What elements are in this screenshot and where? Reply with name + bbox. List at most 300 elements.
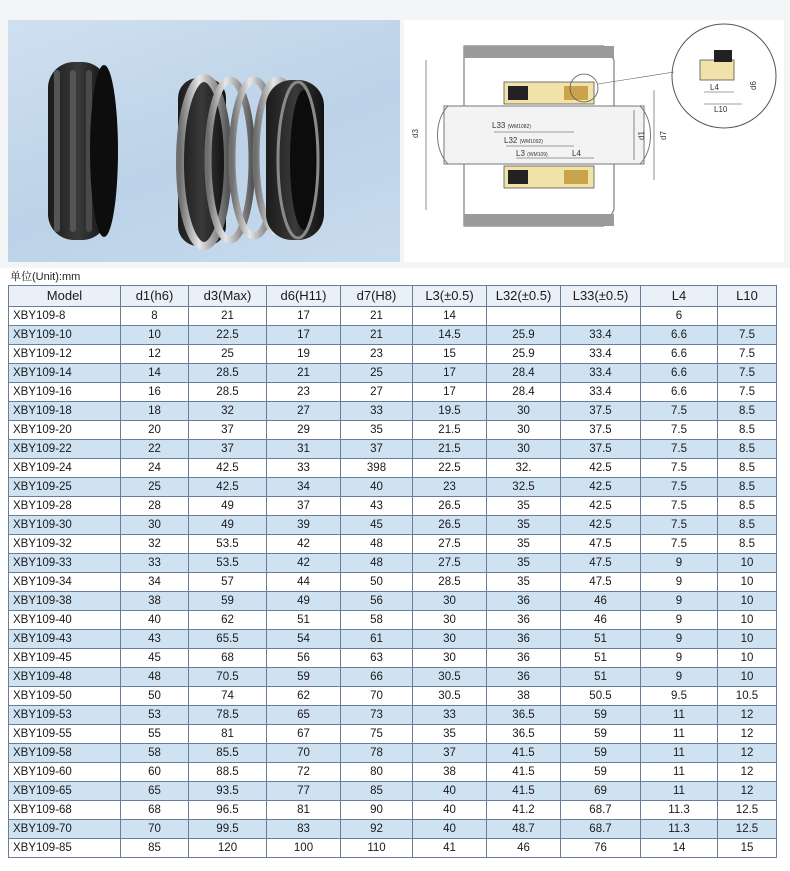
label-l3: L3 (WM109) bbox=[516, 149, 548, 158]
table-cell: 21 bbox=[341, 326, 413, 345]
model-cell: XBY109-38 bbox=[9, 592, 121, 611]
table-cell: 96.5 bbox=[189, 801, 267, 820]
table-row bbox=[9, 402, 777, 421]
table-cell: 7.5 bbox=[641, 516, 718, 535]
table-cell: 7.5 bbox=[641, 459, 718, 478]
table-header-row bbox=[9, 286, 777, 307]
table-row bbox=[9, 535, 777, 554]
table-row bbox=[9, 687, 777, 706]
table-cell: 28.5 bbox=[189, 383, 267, 402]
table-cell: 12.5 bbox=[718, 820, 777, 839]
table-cell: 48 bbox=[121, 668, 189, 687]
table-cell: 44 bbox=[267, 573, 341, 592]
col-header: Model bbox=[9, 286, 121, 307]
table-cell: 37.5 bbox=[561, 402, 641, 421]
table-cell: 81 bbox=[267, 801, 341, 820]
table-cell: 48 bbox=[341, 535, 413, 554]
table-cell: 30 bbox=[413, 649, 487, 668]
table-cell: 36 bbox=[487, 611, 561, 630]
table-cell: 36 bbox=[487, 630, 561, 649]
table-cell: 88.5 bbox=[189, 763, 267, 782]
col-header: d7(H8) bbox=[341, 286, 413, 307]
table-cell: 14.5 bbox=[413, 326, 487, 345]
table-row bbox=[9, 345, 777, 364]
table-cell: 99.5 bbox=[189, 820, 267, 839]
table-cell: 26.5 bbox=[413, 516, 487, 535]
table-cell: 85 bbox=[121, 839, 189, 858]
table-cell: 27 bbox=[341, 383, 413, 402]
table-cell: 42.5 bbox=[189, 459, 267, 478]
table-cell: 35 bbox=[413, 725, 487, 744]
table-cell: 10.5 bbox=[718, 687, 777, 706]
table-cell: 17 bbox=[267, 326, 341, 345]
technical-drawing bbox=[404, 20, 784, 262]
table-cell: 35 bbox=[487, 573, 561, 592]
table-cell: 10 bbox=[718, 554, 777, 573]
table-cell: 68 bbox=[189, 649, 267, 668]
table-cell: 74 bbox=[189, 687, 267, 706]
table-cell: 15 bbox=[718, 839, 777, 858]
table-cell: 83 bbox=[267, 820, 341, 839]
table-cell: 7.5 bbox=[718, 345, 777, 364]
table-cell: 10 bbox=[718, 611, 777, 630]
table-cell: 30 bbox=[487, 402, 561, 421]
table-cell: 21 bbox=[341, 307, 413, 326]
table-cell: 66 bbox=[341, 668, 413, 687]
table-cell: 42 bbox=[267, 535, 341, 554]
table-cell: 18 bbox=[121, 402, 189, 421]
table-cell: 49 bbox=[189, 516, 267, 535]
model-cell: XBY109-68 bbox=[9, 801, 121, 820]
table-cell: 59 bbox=[189, 592, 267, 611]
model-cell: XBY109-12 bbox=[9, 345, 121, 364]
table-cell: 70 bbox=[267, 744, 341, 763]
model-cell: XBY109-20 bbox=[9, 421, 121, 440]
table-cell: 45 bbox=[341, 516, 413, 535]
model-cell: XBY109-33 bbox=[9, 554, 121, 573]
table-cell: 110 bbox=[341, 839, 413, 858]
table-cell: 37 bbox=[189, 440, 267, 459]
table-cell: 40 bbox=[413, 820, 487, 839]
table-row bbox=[9, 763, 777, 782]
table-cell: 46 bbox=[561, 592, 641, 611]
table-cell: 10 bbox=[121, 326, 189, 345]
table-cell: 47.5 bbox=[561, 573, 641, 592]
table-cell: 17 bbox=[267, 307, 341, 326]
table-cell: 19 bbox=[267, 345, 341, 364]
table-cell: 11 bbox=[641, 744, 718, 763]
label-l33: L33 (WM1082) bbox=[492, 121, 531, 130]
table-cell: 57 bbox=[189, 573, 267, 592]
spec-table bbox=[8, 285, 777, 858]
table-cell: 22.5 bbox=[189, 326, 267, 345]
table-cell: 29 bbox=[267, 421, 341, 440]
table-cell: 33 bbox=[267, 459, 341, 478]
table-cell: 42.5 bbox=[561, 497, 641, 516]
table-cell: 42.5 bbox=[561, 516, 641, 535]
table-cell: 55 bbox=[121, 725, 189, 744]
table-cell: 9 bbox=[641, 649, 718, 668]
seat-ring-image bbox=[48, 62, 118, 240]
table-cell: 7.5 bbox=[718, 326, 777, 345]
table-cell: 25.9 bbox=[487, 345, 561, 364]
table-cell: 32. bbox=[487, 459, 561, 478]
table-cell: 30.5 bbox=[413, 668, 487, 687]
table-cell: 25 bbox=[121, 478, 189, 497]
table-cell: 28.5 bbox=[189, 364, 267, 383]
model-cell: XBY109-30 bbox=[9, 516, 121, 535]
col-header: d1(h6) bbox=[121, 286, 189, 307]
model-cell: XBY109-53 bbox=[9, 706, 121, 725]
table-cell: 30 bbox=[121, 516, 189, 535]
table-cell: 14 bbox=[121, 364, 189, 383]
table-cell: 92 bbox=[341, 820, 413, 839]
table-cell: 85.5 bbox=[189, 744, 267, 763]
table-cell: 58 bbox=[121, 744, 189, 763]
table-cell: 8.5 bbox=[718, 516, 777, 535]
table-cell: 76 bbox=[561, 839, 641, 858]
table-row bbox=[9, 307, 777, 326]
table-cell: 8 bbox=[121, 307, 189, 326]
table-cell: 70 bbox=[341, 687, 413, 706]
table-row bbox=[9, 820, 777, 839]
detail-label-d6: d6 bbox=[749, 81, 758, 90]
table-cell: 11 bbox=[641, 782, 718, 801]
table-cell: 69 bbox=[561, 782, 641, 801]
model-cell: XBY109-85 bbox=[9, 839, 121, 858]
table-cell bbox=[718, 307, 777, 326]
detail-label-l10: L10 bbox=[714, 105, 728, 114]
model-cell: XBY109-45 bbox=[9, 649, 121, 668]
table-cell: 85 bbox=[341, 782, 413, 801]
table-cell: 62 bbox=[189, 611, 267, 630]
table-cell: 11.3 bbox=[641, 801, 718, 820]
table-cell: 32.5 bbox=[487, 478, 561, 497]
col-header: L4 bbox=[641, 286, 718, 307]
table-cell: 38 bbox=[487, 687, 561, 706]
table-cell: 38 bbox=[121, 592, 189, 611]
table-cell: 9 bbox=[641, 554, 718, 573]
table-cell: 81 bbox=[189, 725, 267, 744]
table-cell: 12 bbox=[718, 763, 777, 782]
table-cell: 42 bbox=[267, 554, 341, 573]
table-cell: 27.5 bbox=[413, 535, 487, 554]
table-cell: 59 bbox=[561, 725, 641, 744]
table-cell: 49 bbox=[189, 497, 267, 516]
table-cell: 37 bbox=[189, 421, 267, 440]
table-cell: 16 bbox=[121, 383, 189, 402]
table-cell: 41.5 bbox=[487, 763, 561, 782]
table-cell: 15 bbox=[413, 345, 487, 364]
table-cell: 59 bbox=[561, 763, 641, 782]
table-cell: 36.5 bbox=[487, 725, 561, 744]
table-cell: 7.5 bbox=[641, 402, 718, 421]
table-cell: 11 bbox=[641, 725, 718, 744]
table-cell: 43 bbox=[341, 497, 413, 516]
table-cell: 30 bbox=[413, 611, 487, 630]
table-cell: 33.4 bbox=[561, 364, 641, 383]
table-row bbox=[9, 630, 777, 649]
table-row bbox=[9, 326, 777, 345]
table-cell: 48 bbox=[341, 554, 413, 573]
table-cell bbox=[487, 307, 561, 326]
model-cell: XBY109-24 bbox=[9, 459, 121, 478]
table-cell: 78 bbox=[341, 744, 413, 763]
table-cell: 10 bbox=[718, 668, 777, 687]
table-cell: 70.5 bbox=[189, 668, 267, 687]
table-cell: 33.4 bbox=[561, 345, 641, 364]
table-cell: 59 bbox=[561, 744, 641, 763]
header-panel bbox=[0, 0, 790, 268]
table-cell: 65 bbox=[267, 706, 341, 725]
table-row bbox=[9, 744, 777, 763]
table-cell: 25 bbox=[341, 364, 413, 383]
table-cell: 56 bbox=[341, 592, 413, 611]
table-cell: 12 bbox=[718, 706, 777, 725]
table-cell: 12 bbox=[718, 725, 777, 744]
table-cell: 23 bbox=[413, 478, 487, 497]
table-cell: 40 bbox=[413, 801, 487, 820]
table-row bbox=[9, 497, 777, 516]
table-cell: 6.6 bbox=[641, 383, 718, 402]
table-cell: 80 bbox=[341, 763, 413, 782]
table-cell: 36 bbox=[487, 649, 561, 668]
table-row bbox=[9, 611, 777, 630]
table-cell: 8.5 bbox=[718, 535, 777, 554]
table-cell: 20 bbox=[121, 421, 189, 440]
model-cell: XBY109-14 bbox=[9, 364, 121, 383]
model-cell: XBY109-8 bbox=[9, 307, 121, 326]
table-cell: 56 bbox=[267, 649, 341, 668]
table-cell: 11.3 bbox=[641, 820, 718, 839]
col-header: L10 bbox=[718, 286, 777, 307]
model-cell: XBY109-40 bbox=[9, 611, 121, 630]
table-cell: 53.5 bbox=[189, 535, 267, 554]
table-cell: 30 bbox=[413, 630, 487, 649]
table-cell: 21.5 bbox=[413, 440, 487, 459]
table-cell: 60 bbox=[121, 763, 189, 782]
model-cell: XBY109-60 bbox=[9, 763, 121, 782]
table-cell: 12 bbox=[718, 782, 777, 801]
table-cell: 10 bbox=[718, 630, 777, 649]
table-cell: 10 bbox=[718, 592, 777, 611]
label-l32: L32 (WM1092) bbox=[504, 136, 543, 145]
table-cell: 12 bbox=[718, 744, 777, 763]
table-cell: 28 bbox=[121, 497, 189, 516]
table-cell: 32 bbox=[121, 535, 189, 554]
table-cell: 27.5 bbox=[413, 554, 487, 573]
table-row bbox=[9, 554, 777, 573]
table-cell: 40 bbox=[121, 611, 189, 630]
table-cell: 7.5 bbox=[641, 440, 718, 459]
table-body bbox=[9, 307, 777, 858]
table-row bbox=[9, 383, 777, 402]
table-cell: 59 bbox=[267, 668, 341, 687]
table-cell: 61 bbox=[341, 630, 413, 649]
table-cell: 34 bbox=[267, 478, 341, 497]
table-cell: 8.5 bbox=[718, 421, 777, 440]
table-cell: 10 bbox=[718, 649, 777, 668]
table-cell: 398 bbox=[341, 459, 413, 478]
table-cell: 9.5 bbox=[641, 687, 718, 706]
model-cell: XBY109-55 bbox=[9, 725, 121, 744]
spring-seal-image bbox=[178, 78, 324, 246]
table-cell: 50.5 bbox=[561, 687, 641, 706]
table-cell: 51 bbox=[561, 630, 641, 649]
unit-label: 单位(Unit):mm bbox=[10, 271, 81, 283]
table-cell: 10 bbox=[718, 573, 777, 592]
table-cell: 54 bbox=[267, 630, 341, 649]
table-cell: 39 bbox=[267, 516, 341, 535]
table-cell: 28.5 bbox=[413, 573, 487, 592]
table-cell: 53.5 bbox=[189, 554, 267, 573]
table-cell: 36.5 bbox=[487, 706, 561, 725]
table-cell: 31 bbox=[267, 440, 341, 459]
table-cell: 12 bbox=[121, 345, 189, 364]
table-cell: 27 bbox=[267, 402, 341, 421]
table-cell: 36 bbox=[487, 668, 561, 687]
table-row bbox=[9, 668, 777, 687]
table-cell: 73 bbox=[341, 706, 413, 725]
model-cell: XBY109-32 bbox=[9, 535, 121, 554]
product-photo bbox=[8, 20, 400, 262]
table-cell: 28.4 bbox=[487, 383, 561, 402]
model-cell: XBY109-65 bbox=[9, 782, 121, 801]
model-cell: XBY109-50 bbox=[9, 687, 121, 706]
table-cell: 8.5 bbox=[718, 478, 777, 497]
table-cell: 35 bbox=[341, 421, 413, 440]
table-row bbox=[9, 364, 777, 383]
table-cell: 30 bbox=[413, 592, 487, 611]
table-cell: 63 bbox=[341, 649, 413, 668]
table-cell: 6.6 bbox=[641, 364, 718, 383]
table-cell: 37 bbox=[341, 440, 413, 459]
table-cell: 51 bbox=[561, 649, 641, 668]
table-cell: 30 bbox=[487, 440, 561, 459]
table-cell: 11 bbox=[641, 706, 718, 725]
table-cell: 42.5 bbox=[189, 478, 267, 497]
table-cell: 37 bbox=[413, 744, 487, 763]
table-cell: 33.4 bbox=[561, 383, 641, 402]
table-cell: 72 bbox=[267, 763, 341, 782]
table-cell: 93.5 bbox=[189, 782, 267, 801]
table-cell: 8.5 bbox=[718, 459, 777, 478]
table-cell bbox=[561, 307, 641, 326]
table-cell: 9 bbox=[641, 592, 718, 611]
table-row bbox=[9, 706, 777, 725]
table-cell: 45 bbox=[121, 649, 189, 668]
model-cell: XBY109-18 bbox=[9, 402, 121, 421]
table-cell: 36 bbox=[487, 592, 561, 611]
table-cell: 37.5 bbox=[561, 440, 641, 459]
table-cell: 68 bbox=[121, 801, 189, 820]
table-cell: 8.5 bbox=[718, 402, 777, 421]
table-row bbox=[9, 421, 777, 440]
table-cell: 32 bbox=[189, 402, 267, 421]
table-cell: 25.9 bbox=[487, 326, 561, 345]
table-cell: 22.5 bbox=[413, 459, 487, 478]
table-cell: 47.5 bbox=[561, 535, 641, 554]
model-cell: XBY109-34 bbox=[9, 573, 121, 592]
table-cell: 7.5 bbox=[641, 478, 718, 497]
table-cell: 51 bbox=[267, 611, 341, 630]
table-cell: 9 bbox=[641, 668, 718, 687]
model-cell: XBY109-70 bbox=[9, 820, 121, 839]
table-cell: 50 bbox=[121, 687, 189, 706]
table-row bbox=[9, 440, 777, 459]
label-d7: d7 bbox=[659, 131, 668, 140]
table-cell: 65 bbox=[121, 782, 189, 801]
table-cell: 70 bbox=[121, 820, 189, 839]
table-cell: 22 bbox=[121, 440, 189, 459]
table-cell: 28.4 bbox=[487, 364, 561, 383]
table-cell: 35 bbox=[487, 516, 561, 535]
table-cell: 78.5 bbox=[189, 706, 267, 725]
model-cell: XBY109-58 bbox=[9, 744, 121, 763]
table-cell: 7.5 bbox=[641, 421, 718, 440]
col-header: L3(±0.5) bbox=[413, 286, 487, 307]
table-cell: 37 bbox=[267, 497, 341, 516]
table-cell: 53 bbox=[121, 706, 189, 725]
table-cell: 33 bbox=[121, 554, 189, 573]
table-cell: 43 bbox=[121, 630, 189, 649]
table-cell: 37.5 bbox=[561, 421, 641, 440]
model-cell: XBY109-48 bbox=[9, 668, 121, 687]
table-cell: 40 bbox=[413, 782, 487, 801]
model-cell: XBY109-22 bbox=[9, 440, 121, 459]
table-cell: 42.5 bbox=[561, 459, 641, 478]
table-cell: 11 bbox=[641, 763, 718, 782]
table-cell: 46 bbox=[561, 611, 641, 630]
table-row bbox=[9, 801, 777, 820]
col-header: L33(±0.5) bbox=[561, 286, 641, 307]
col-header: d3(Max) bbox=[189, 286, 267, 307]
table-row bbox=[9, 459, 777, 478]
label-d3: d3 bbox=[411, 129, 420, 138]
table-cell: 41 bbox=[413, 839, 487, 858]
table-cell: 58 bbox=[341, 611, 413, 630]
table-row bbox=[9, 592, 777, 611]
table-cell: 21 bbox=[267, 364, 341, 383]
table-cell: 7.5 bbox=[718, 364, 777, 383]
model-cell: XBY109-28 bbox=[9, 497, 121, 516]
table-cell: 30.5 bbox=[413, 687, 487, 706]
model-cell: XBY109-25 bbox=[9, 478, 121, 497]
table-cell: 35 bbox=[487, 535, 561, 554]
table-cell: 14 bbox=[413, 307, 487, 326]
table-cell: 8.5 bbox=[718, 440, 777, 459]
label-l4: L4 bbox=[572, 149, 581, 158]
table-cell: 6.6 bbox=[641, 326, 718, 345]
table-cell: 14 bbox=[641, 839, 718, 858]
table-cell: 9 bbox=[641, 630, 718, 649]
table-cell: 9 bbox=[641, 611, 718, 630]
table-cell: 90 bbox=[341, 801, 413, 820]
table-cell: 17 bbox=[413, 364, 487, 383]
table-cell: 59 bbox=[561, 706, 641, 725]
table-cell: 51 bbox=[561, 668, 641, 687]
table-cell: 23 bbox=[267, 383, 341, 402]
table-cell: 9 bbox=[641, 573, 718, 592]
table-cell: 67 bbox=[267, 725, 341, 744]
table-cell: 35 bbox=[487, 554, 561, 573]
table-cell: 42.5 bbox=[561, 478, 641, 497]
table-cell: 41.5 bbox=[487, 782, 561, 801]
table-cell: 35 bbox=[487, 497, 561, 516]
col-header: d6(H11) bbox=[267, 286, 341, 307]
table-row bbox=[9, 516, 777, 535]
table-cell: 50 bbox=[341, 573, 413, 592]
